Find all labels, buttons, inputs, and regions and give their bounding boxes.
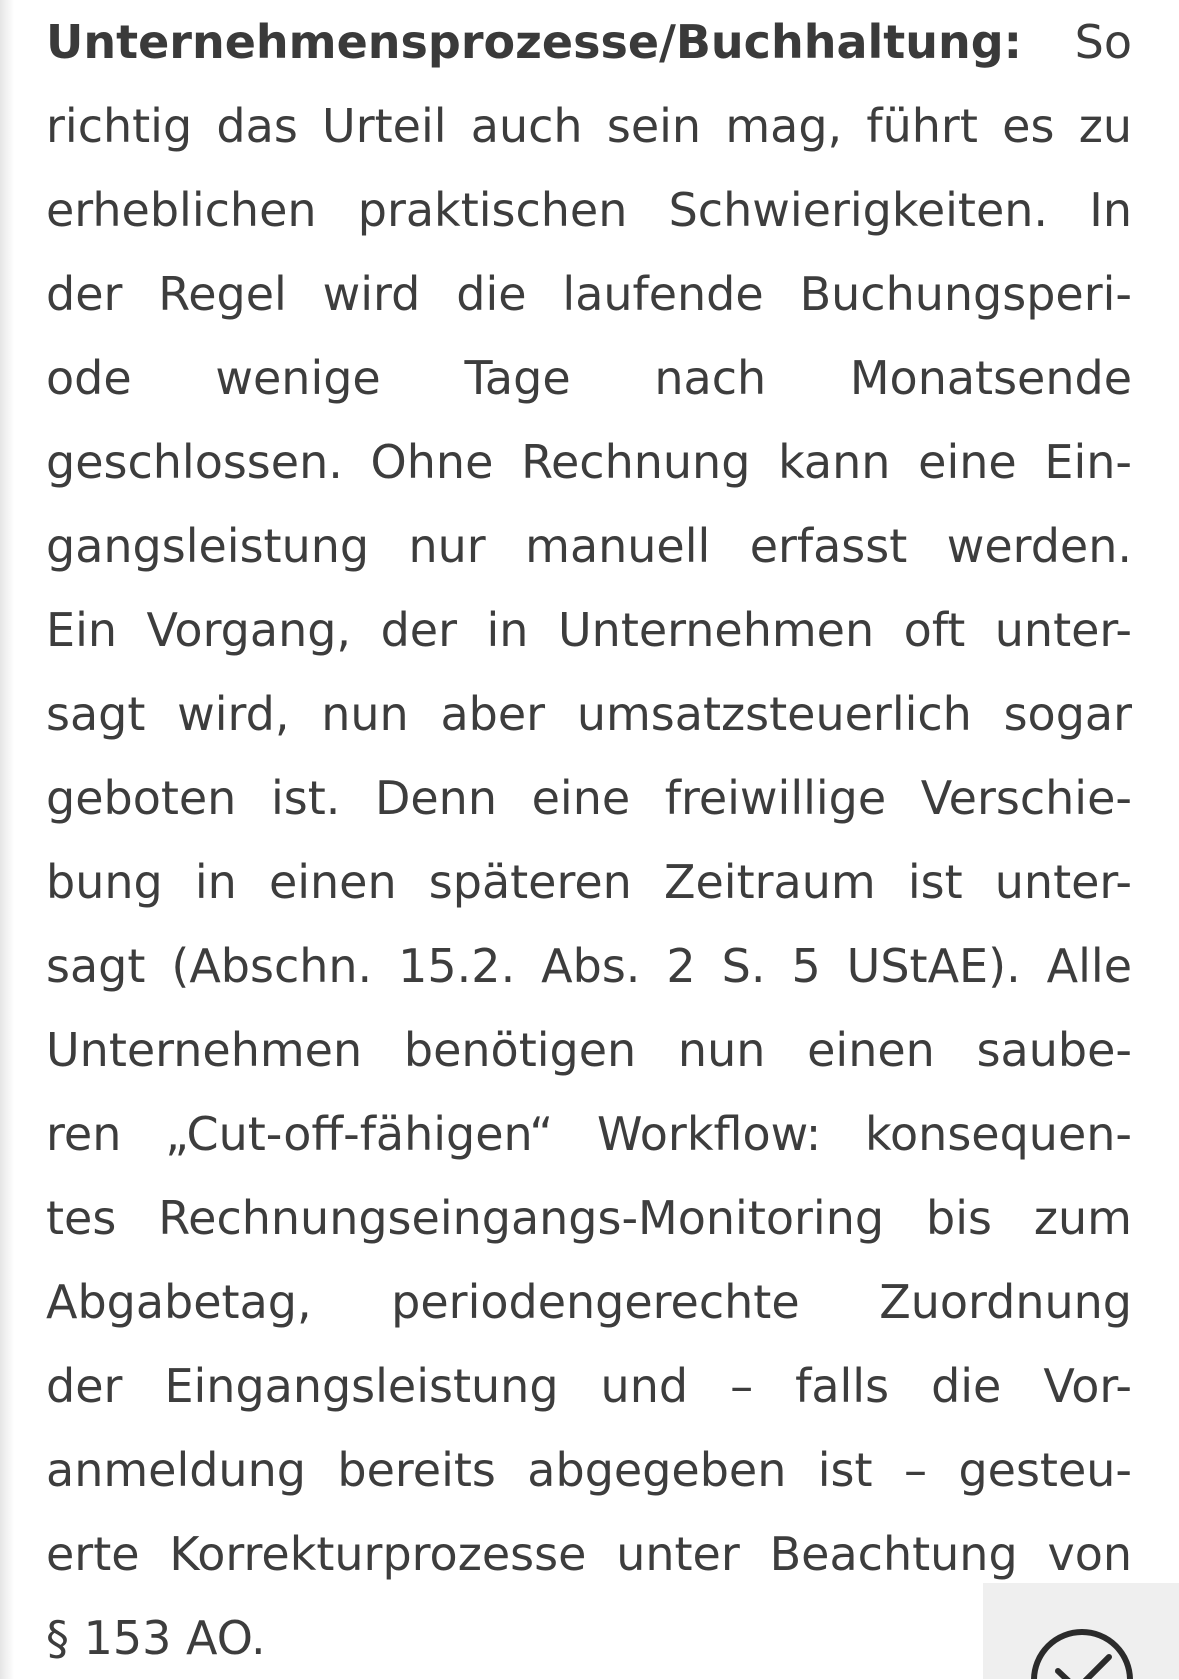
- text-line: tes Rechnungseingangs-Monitoring bis zum: [46, 1191, 1132, 1245]
- text-line: anmeldung bereits abgegeben ist – gesteu-: [46, 1443, 1132, 1497]
- left-edge-shadow: [0, 0, 14, 1679]
- first-line-text: So: [1074, 15, 1132, 69]
- text-line: geschlossen. Ohne Rechnung kann eine Ein-: [46, 435, 1132, 489]
- text-line: ode wenige Tage nach Monatsende: [46, 351, 1132, 405]
- text-line: Ein Vorgang, der in Unternehmen oft unter-: [46, 603, 1132, 657]
- text-line: Abgabetag, periodengerechte Zuordnung: [46, 1275, 1132, 1329]
- text-line: gangsleistung nur manuell erfasst werden.: [46, 519, 1132, 573]
- text-line: Unternehmen benötigen nun einen saube-: [46, 1023, 1132, 1077]
- text-line: erte Korrekturprozesse unter Beachtung von: [46, 1527, 1132, 1581]
- lead-heading: Unternehmensprozesse/Buchhaltung:: [46, 15, 1023, 69]
- text-line: sagt wird, nun aber umsatzsteuerlich sogar: [46, 687, 1132, 741]
- text-line: erheblichen praktischen Schwierigkeiten. In: [46, 183, 1132, 237]
- text-line: [46, 0, 1132, 84]
- text-line: der Eingangsleistung und – falls die Vor-: [46, 1359, 1132, 1413]
- text-line: sagt (Abschn. 15.2. Abs. 2 S. 5 UStAE). Alle: [46, 939, 1132, 993]
- text-line: § 153 AO.: [46, 1611, 266, 1665]
- text-line: geboten ist. Denn eine freiwillige Verschie-: [46, 771, 1132, 825]
- text-line: richtig das Urteil auch sein mag, führt es zu: [46, 99, 1132, 153]
- text-line: bung in einen späteren Zeitraum ist unter-: [46, 855, 1132, 909]
- article-paragraph: [46, 0, 1132, 1680]
- text-line: der Regel wird die laufende Buchungsperi-: [46, 267, 1132, 321]
- check-button[interactable]: [983, 1583, 1179, 1679]
- check-circle-icon: [983, 1583, 1179, 1679]
- text-line: ren „Cut-off-fähigen“ Workflow: konsequen-: [46, 1107, 1132, 1161]
